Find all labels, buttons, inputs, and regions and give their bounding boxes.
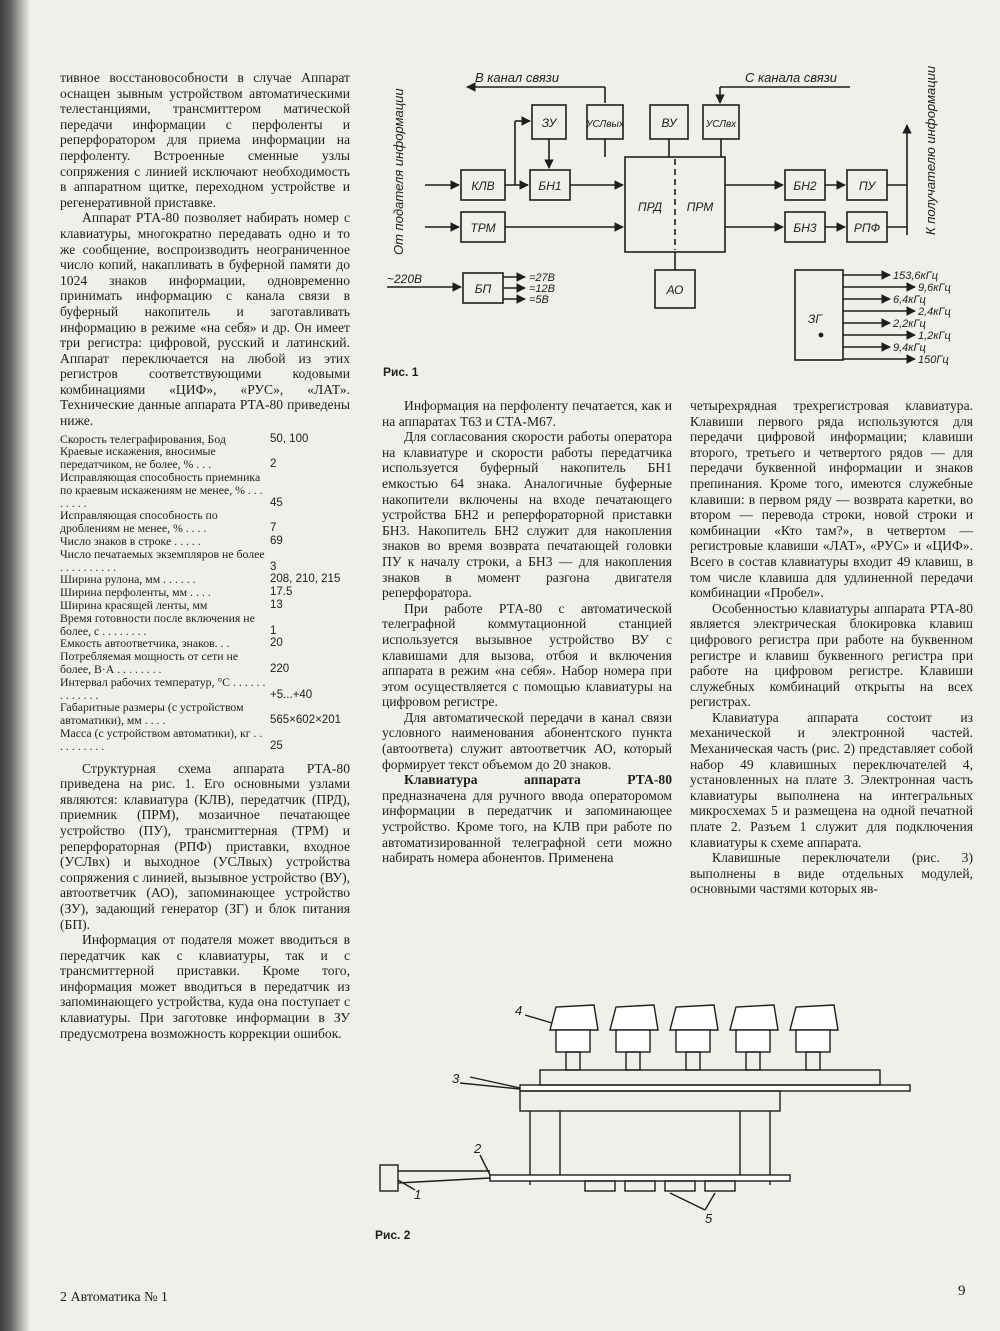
spec-row (60, 509, 350, 535)
block-zg-label: ЗГ (808, 312, 822, 326)
key-switches (550, 1005, 838, 1070)
spec-row (60, 650, 350, 676)
paragraph-body: предназначена для ручного ввода операторомом информации в передатчик и запоминающее устройство. Кроме того, на КЛВ при работе по автоматизированной телеграфной сети можно набирать номера абонентов. Применена (382, 787, 672, 866)
spec-value: 25 (270, 739, 283, 752)
spec-name: Потребляемая мощность от сети не более, В·А . . . . . . . . (60, 649, 239, 676)
paragraph: Структурная схема аппарата РТА-80 приведена на рис. 1. Его основными узлами являются: клавиатура (КЛВ), передатчик (ПРД), приемник (ПРМ), мозаичное печатающее устройство (ПУ), трансмиттерная (ТРМ) и реперфораторная (РПФ) приставки, входное (УСЛвх) и выходное (УСЛвых) устройства сопряжения с линией, вызывное устройство (ВУ), автоответчик (АО), запоминающее устройство (ЗУ), задающий генератор (ЗГ) и блок питания (БП). (60, 760, 350, 932)
block-trm-label: ТРМ (470, 221, 496, 235)
spec-name: Скорость телеграфирования, Бод (60, 431, 226, 446)
paragraph: Информация на перфоленту печатается, как и на аппаратах Т63 и СТА-М67. (382, 398, 672, 429)
paragraph: Аппарат РТА-80 позволяет набирать номер с клавиатуры, многократно передавать одно и то же сообщение, воспроизводить неограниченное число копий, накапливать в буферной памяти до 1024 знаков информации, одновременно принимать информацию с канала связи в буферный накопитель и заготавливать информацию в режиме «на себя» и др. Он имеет три регистра: цифровой, русский и латинский. Аппарат переключается на любой из этих регистров соответствующими кодовыми комбинациями «ЦИФ», «РУС», «ЛАТ». Технические данные аппарата РТА-80 приведены ниже. (60, 210, 350, 429)
label-mains: ~220В (387, 272, 423, 286)
frequency-label: 9,4кГц (893, 342, 926, 354)
paragraph: При работе РТА-80 с автоматической телеграфной коммутационной станцией используется вызывное устройство ВУ с клавишами для вызова, отбоя и включения аппарата в режим «на себя». Набор номера при этом осуществляется с помощью клавиатуры на цифровом регистре. (382, 600, 672, 710)
paragraph (382, 772, 672, 866)
frequency-label: 150Гц (918, 354, 949, 366)
spec-row (60, 445, 350, 471)
spec-name: Краевые искажения, вносимые передатчиком, не более, % . . . (60, 444, 216, 472)
part-label: 3 (452, 1071, 460, 1086)
block-vu-label: ВУ (661, 116, 677, 130)
spec-name: Ширина рулона, мм . . . . . . (60, 572, 196, 587)
zg-dot (819, 333, 822, 336)
paragraph: Для согласования скорости работы оператора на клавиатуре и скорости работы передатчика используется буферный накопитель БН1 емкостью 64 знака. Аналогичные буферные накопители включены на входе печатающего устройства БН2 и реперфораторной приставки БН3. Накопитель БН2 служит для накопления знаков во время возврата печатающей головки ПУ к началу строки, а БН3 — для накопления знаков в момент разгона двигателя реперфоратора. (382, 429, 672, 601)
voltage-label: =27В (529, 272, 555, 284)
block-pu-label: ПУ (858, 179, 876, 193)
part-label: 2 (474, 1141, 482, 1156)
part-label: 1 (414, 1187, 422, 1202)
spec-value: 13 (270, 599, 283, 612)
spec-value: 208, 210, 215 (270, 573, 341, 586)
frequency-label: 2,4кГц (918, 306, 951, 318)
block-bn1-label: БН1 (538, 179, 562, 193)
block-zu-label: ЗУ (541, 116, 557, 130)
spec-name: Число печатаемых экземпляров не более . . . . . . . . . . (60, 546, 265, 574)
spec-name: Число знаков в строке . . . . . (60, 534, 201, 549)
microchips-5 (585, 1181, 735, 1191)
spec-name: Ширина перфоленты, мм . . . . (60, 585, 211, 600)
block-rpf-label: РПФ (853, 221, 881, 235)
spec-name: Ширина красящей ленты, мм (60, 598, 208, 613)
block-prm-label: ПРМ (686, 200, 714, 214)
spec-row (60, 599, 350, 612)
connector-1 (380, 1165, 398, 1191)
spec-name: Исправляющая способность приемника по краевым искажениям не менее, % . . . . . . . . (60, 470, 263, 510)
spec-value: 220 (270, 663, 290, 675)
text-column-2 (382, 398, 672, 866)
spec-value: 17.5 (270, 586, 293, 599)
block-usl-in-label: УСЛвх (705, 119, 737, 130)
paragraph: четырехрядная трехрегистровая клавиатура. Клавиши первого ряда используются для передачи цифровой информации; клавиши второго, третьего и четвертого рядов — для передачи буквенной информации и знаков препинания. Кроме того, имеются служебные клавиши: в первом ряду — возврата каретки, во втором — перевода строки, новой строки и комбинации «Кто там?», в четвертом — регистровые клавиши «ЛАТ», «РУС» и «ЦИФ». Всего в состав клавиатуры входит 49 клавиш, в том числе клавиша для удлиненной передачи комбинации «Пробел». (690, 398, 973, 601)
block-klv-label: КЛВ (471, 179, 495, 193)
scan-edge-shadow (0, 0, 30, 1331)
text-column-1 (60, 70, 350, 1041)
frequency-label: 153,6кГц (893, 270, 938, 282)
frequency-label: 2,2кГц (893, 318, 926, 330)
voltage-label: =5В (529, 294, 549, 306)
spec-value: 7 (270, 522, 277, 535)
pcb-2 (490, 1175, 790, 1181)
text-column-3 (690, 398, 973, 897)
paragraph: тивное восстановособности в случае Аппарат оснащен зывным устройством автоматическими телестанциями, трансмиттером матической передачи информации с перфоленты и реперфоратором для приема информации на перфоленту. Встроенные сменные узлы сопряжения с линией исключают необходимость в аппаратном щитке, переходном устройстве и регенеративной приставке. (60, 70, 350, 210)
voltage-label: =12В (529, 283, 555, 295)
spec-value: 2 (270, 458, 277, 471)
paragraph: Информация от подателя может вводиться в передатчик как с клавиатуры, так и с трансмиттерной приставки. Кроме того, информация может вводиться в передатчик из запоминающего устройства, куда она поступает с клавиатуры. При заготовке информации в ЗУ предусмотрена возможность коррекции ошибок. (60, 932, 350, 1041)
spec-name: Габаритные размеры (с устройством автоматики), мм . . . . (60, 700, 244, 728)
spec-list (60, 433, 350, 753)
spec-value: 69 (270, 535, 283, 548)
spec-value: 45 (270, 496, 283, 509)
part-label: 5 (705, 1211, 713, 1226)
plate-3 (520, 1085, 910, 1091)
paragraph: Клавиатура аппарата состоит из механической и электронной частей. Механическая часть (рис. 2) представляет собой набор 49 клавишных переключателей 4, установленных на плате 3. Электронная часть клавиатуры выполнена на интегральных микросхемах 5 и размещена на одной печатной плате 2. Разъем 1 служит для подключения клавиатуры к схеме аппарата. (690, 709, 973, 850)
spec-name: Емкость автоответчика, знаков. . . (60, 636, 230, 651)
spec-value: 565×602×201 (270, 714, 341, 727)
figure-1-caption: Рис. 1 (383, 365, 419, 379)
spec-row (60, 535, 350, 548)
block-diagram-figure-1 (375, 65, 975, 385)
spec-value: 1 (270, 624, 277, 637)
label-to-channel: В канал связи (475, 70, 560, 85)
spec-name: Интервал рабочих температур, °С . . . . . . . . . . . . . (60, 674, 266, 702)
block-prd-label: ПРД (637, 200, 663, 214)
spec-row (60, 548, 350, 574)
block-bn2-label: БН2 (793, 179, 817, 193)
keyboard-drawing-figure-2 (370, 985, 970, 1245)
paragraph-lead: Клавиатура аппарата РТА-80 (404, 772, 672, 788)
voltage-labels (529, 272, 555, 306)
label-to-receiver: К получателю информации (923, 65, 938, 235)
switch-housings (540, 1070, 880, 1085)
spec-value: +5...+40 (270, 688, 313, 701)
spec-row (60, 676, 350, 702)
block-usl-out-label: УСЛвых (586, 119, 624, 130)
spec-value: 3 (270, 560, 277, 573)
page-footer-journal: 2 Автоматика № 1 (60, 1290, 168, 1305)
block-ao-label: АО (666, 283, 684, 297)
spec-row (60, 612, 350, 638)
spec-row (60, 471, 350, 509)
spec-name: Исправляющая способность по дроблениям не менее, % . . . . (60, 508, 218, 536)
spec-value: 50, 100 (270, 432, 309, 445)
frequency-label: 1,2кГц (918, 330, 951, 342)
block-bn3-label: БН3 (793, 221, 817, 235)
spec-row (60, 701, 350, 727)
spec-row (60, 727, 350, 753)
part-label: 4 (515, 1003, 523, 1018)
spec-name: Масса (с устройством автоматики), кг . . . . . . . . . . (60, 725, 263, 753)
paragraph: Клавишные переключатели (рис. 3) выполнены в виде отдельных модулей, основными частями которых яв- (690, 850, 973, 897)
paragraph: Для автоматической передачи в канал связи условного наименования абонентского пункта (автоответа) служит автоответчик АО, который формирует текст объемом до 20 знаков. (382, 709, 672, 772)
block-bp-label: БП (474, 282, 492, 296)
frequency-label: 6,4кГц (893, 294, 926, 306)
label-from-sender: От подателя информации (391, 88, 406, 255)
spec-name: Время готовности после включения не более, с . . . . . . . . (60, 610, 255, 638)
frequency-outputs (843, 270, 951, 366)
figure-2-caption: Рис. 2 (375, 1228, 411, 1242)
spec-value: 20 (270, 637, 283, 650)
page-number: 9 (958, 1283, 966, 1299)
frequency-label: 9,6кГц (918, 282, 951, 294)
label-from-channel: С канала связи (745, 70, 837, 85)
paragraph: Особенностью клавиатуры аппарата РТА-80 является электрическая блокировка клавиш цифрового регистра при работе на буквенном регистре и клавиш буквенного регистра при работе на цифровом регистре. Клавиши служебных комбинаций открыты на всех регистрах. (690, 600, 973, 710)
